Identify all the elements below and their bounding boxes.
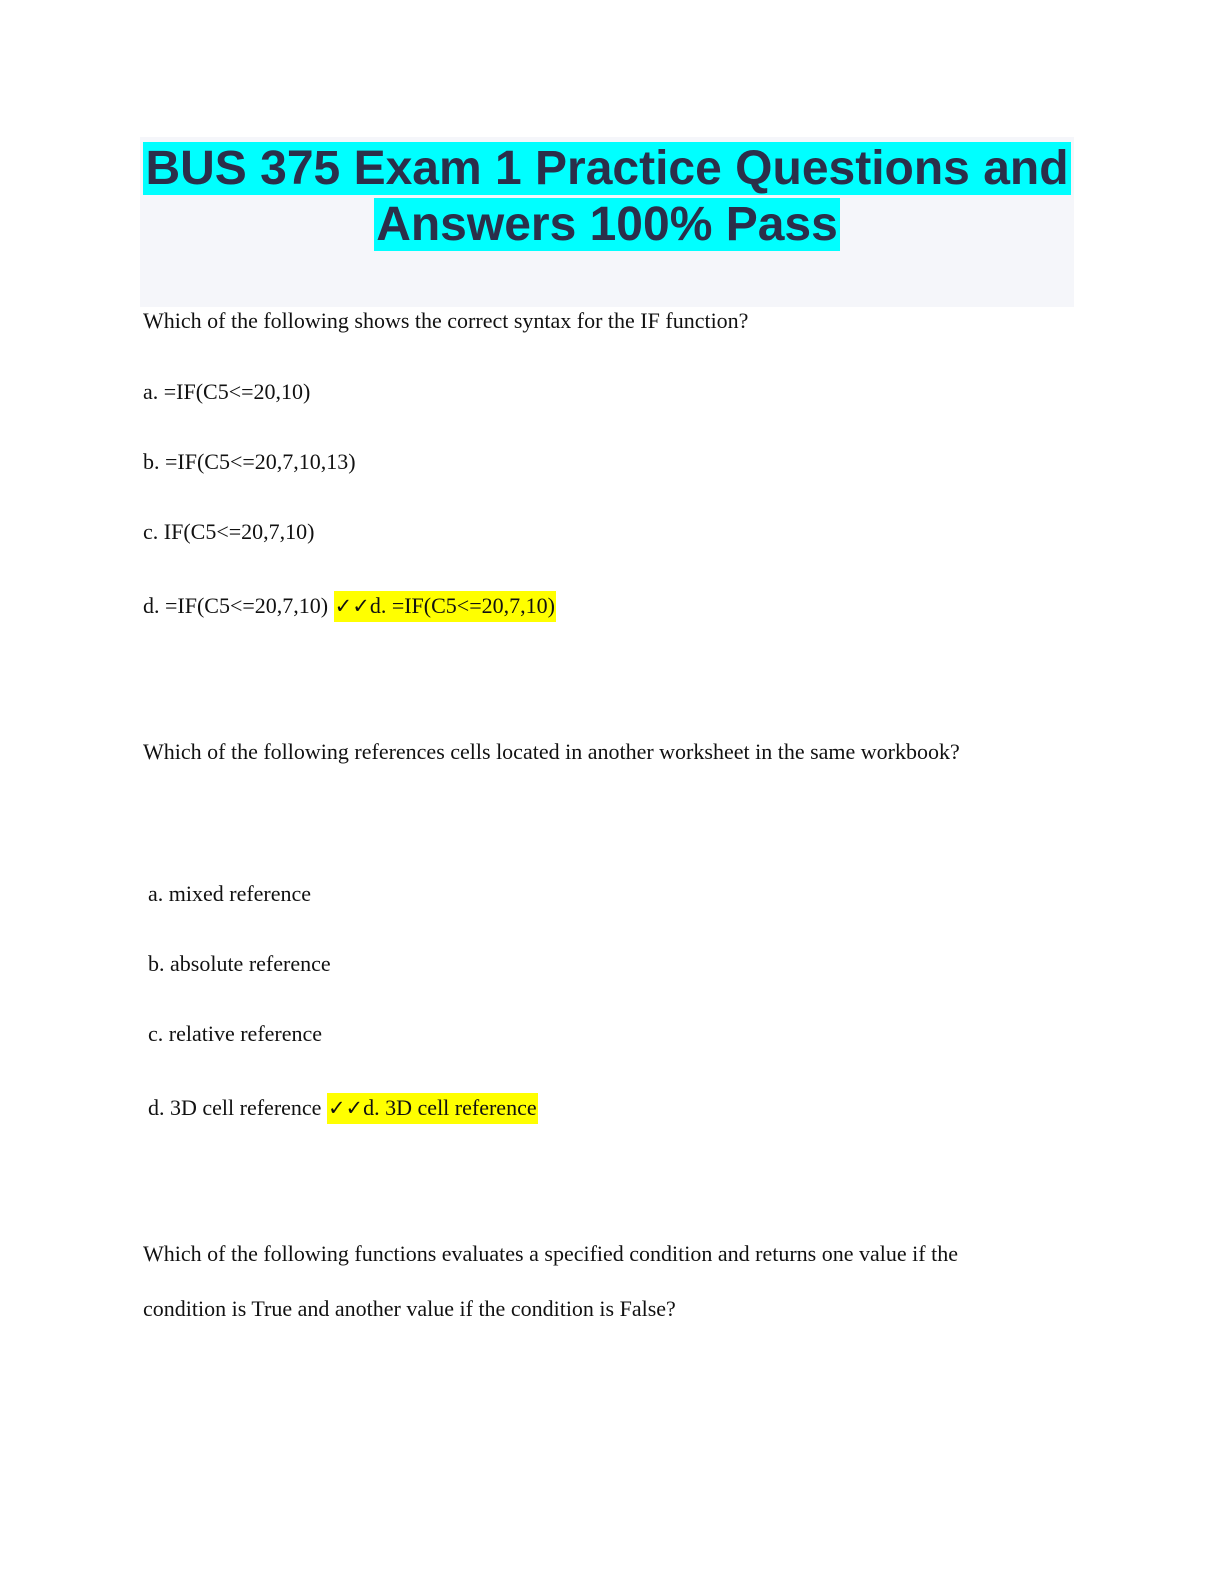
question-2-option-d-row bbox=[148, 1094, 538, 1122]
title-line-1: BUS 375 Exam 1 Practice Questions and bbox=[145, 142, 1069, 195]
question-1-prompt: Which of the following shows the correct syntax for the IF function? bbox=[143, 308, 749, 333]
question-1-option-c: c. IF(C5<=20,7,10) bbox=[143, 519, 315, 544]
question-1-answer: d. =IF(C5<=20,7,10) bbox=[369, 593, 555, 618]
question-2-option-b: b. absolute reference bbox=[148, 951, 331, 976]
question-2-answer-highlight bbox=[327, 1093, 538, 1124]
document-title bbox=[140, 137, 1074, 253]
question-2-prompt: Which of the following references cells located in another worksheet in the same workbook? bbox=[143, 739, 960, 764]
title-line-2: Answers 100% Pass bbox=[376, 198, 838, 251]
checkmark-icon: ✓✓ bbox=[327, 1096, 364, 1120]
question-1-option-b: b. =IF(C5<=20,7,10,13) bbox=[143, 449, 356, 474]
checkmark-icon: ✓✓ bbox=[334, 594, 370, 618]
question-1-option-d-row bbox=[143, 592, 556, 620]
question-2-option-d: d. 3D cell reference bbox=[148, 1095, 322, 1120]
question-2-option-c: c. relative reference bbox=[148, 1021, 323, 1046]
question-1-answer-highlight bbox=[334, 591, 556, 622]
title-block bbox=[140, 137, 1074, 307]
question-3-prompt-line-2: condition is True and another value if the condition is False? bbox=[143, 1296, 676, 1321]
question-3-prompt-line-1: Which of the following functions evaluates a specified condition and returns one value if the bbox=[143, 1241, 958, 1266]
question-2-answer: d. 3D cell reference bbox=[363, 1095, 537, 1120]
question-1-option-d: d. =IF(C5<=20,7,10) bbox=[143, 593, 329, 618]
question-2-option-a: a. mixed reference bbox=[148, 881, 312, 906]
question-1-option-a: a. =IF(C5<=20,10) bbox=[143, 379, 311, 404]
